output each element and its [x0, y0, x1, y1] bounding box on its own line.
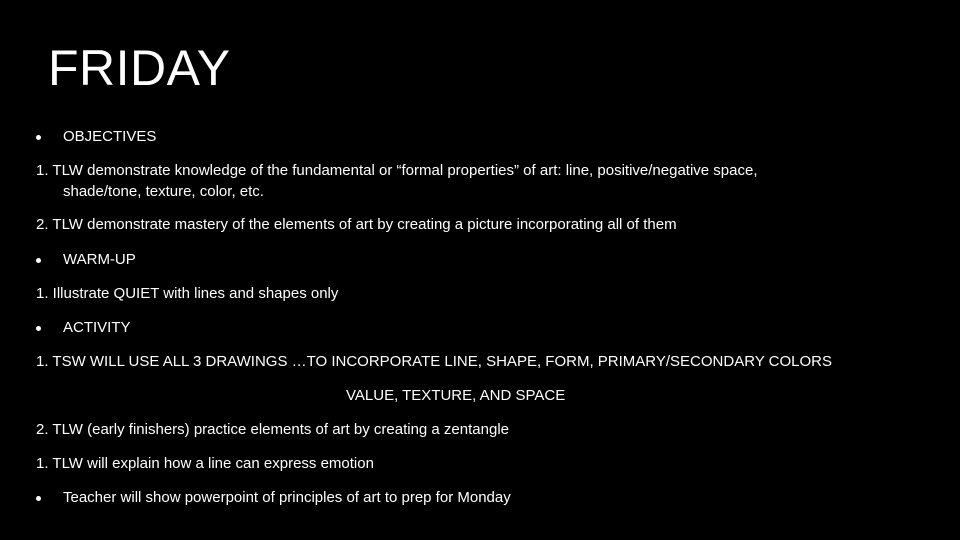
objectives-heading: OBJECTIVES [63, 128, 157, 145]
bullet-dot-icon [36, 135, 41, 140]
closing-note: Teacher will show powerpoint of principles of art to prep for Monday [63, 489, 511, 506]
activity-item-1: 1. TSW WILL USE ALL 3 DRAWINGS …TO INCORPORATE LINE, SHAPE, FORM, PRIMARY/SECONDARY COLORS [36, 353, 833, 370]
objective-item-1-line2: shade/tone, texture, color, etc. [63, 183, 264, 200]
activity-item-1-cont: VALUE, TEXTURE, AND SPACE [346, 387, 566, 404]
warmup-item-1: 1. Illustrate QUIET with lines and shapes only [36, 285, 339, 302]
bullet-dot-icon [36, 326, 41, 331]
activity-item-2: 2. TLW (early finishers) practice elements of art by creating a zentangle [36, 421, 509, 438]
objective-item-1-line1: 1. TLW demonstrate knowledge of the fundamental or “formal properties” of art: line, positive/negative space, [36, 162, 758, 179]
slide-title: FRIDAY [48, 40, 231, 96]
warmup-heading: WARM-UP [63, 251, 136, 268]
objective-item-1-cont [63, 183, 264, 201]
bullet-dot-icon [36, 258, 41, 263]
objective-item-1 [36, 162, 758, 180]
objective-item-2: 2. TLW demonstrate mastery of the elements of art by creating a picture incorporating all of them [36, 216, 677, 233]
bullet-dot-icon [36, 496, 41, 501]
activity-heading: ACTIVITY [63, 319, 131, 336]
activity-item-3: 1. TLW will explain how a line can express emotion [36, 455, 374, 472]
